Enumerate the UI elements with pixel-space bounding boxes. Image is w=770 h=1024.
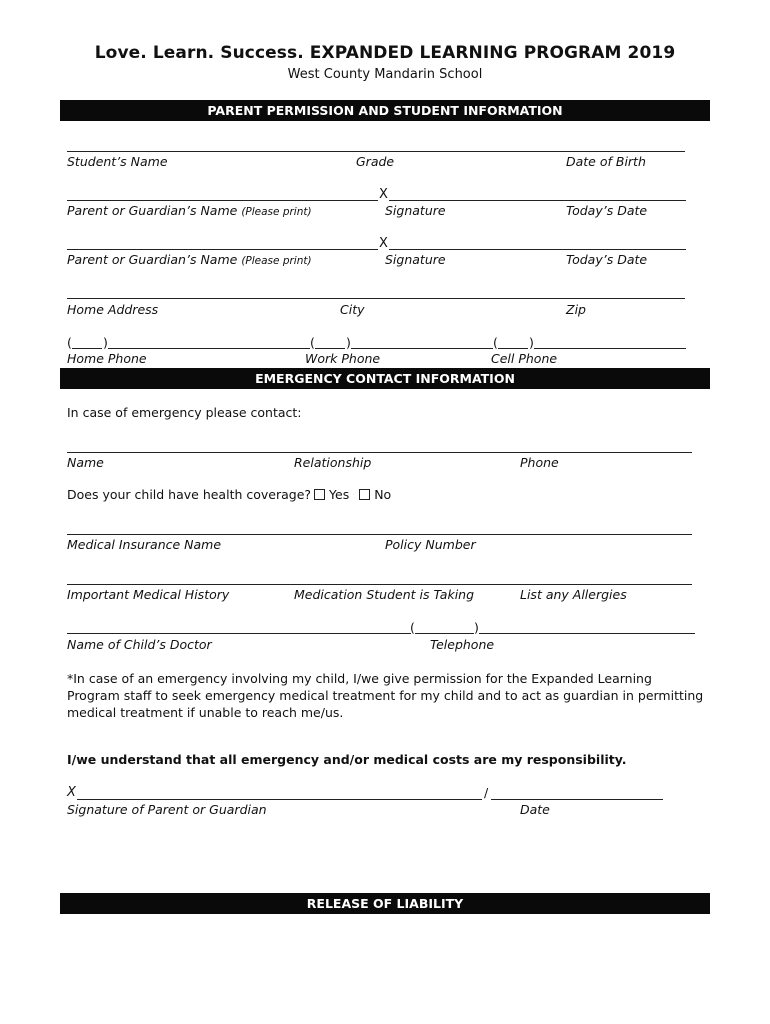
emergency-intro: In case of emergency please contact: [67, 405, 302, 420]
doctor-area-code-line[interactable] [415, 633, 474, 634]
section-release-of-liability: RELEASE OF LIABILITY [60, 893, 710, 914]
doctor-phone-open-paren: ( [410, 620, 415, 635]
relationship-label: Relationship [294, 455, 372, 470]
medical-history-line[interactable] [67, 584, 692, 585]
address-line[interactable] [67, 298, 685, 299]
no-checkbox[interactable] [359, 489, 370, 500]
work-phone-label: Work Phone [305, 351, 381, 366]
guardian-signature-line-2[interactable] [389, 249, 686, 250]
home-phone-line[interactable] [108, 348, 310, 349]
signature-slash: / [484, 785, 489, 800]
cell-phone-open-paren: ( [493, 335, 498, 350]
medical-insurance-label: Medical Insurance Name [67, 537, 222, 552]
guardian-signature-line-1[interactable] [389, 200, 686, 201]
guardian-name-label-2: Parent or Guardian’s Name (Please print) [67, 252, 312, 267]
medical-history-label: Important Medical History [67, 587, 230, 602]
signature-date-label: Date [520, 802, 550, 817]
no-label: No [374, 487, 392, 502]
work-area-code-line[interactable] [315, 348, 345, 349]
doctor-phone-close-paren: ) [474, 620, 479, 635]
home-area-code-line[interactable] [72, 348, 102, 349]
doctor-label: Name of Child’s Doctor [67, 637, 212, 652]
cell-phone-label: Cell Phone [491, 351, 558, 366]
parent-signature-label: Signature of Parent or Guardian [67, 802, 267, 817]
date-of-birth-label: Date of Birth [566, 154, 646, 169]
home-address-label: Home Address [67, 302, 159, 317]
students-name-label: Student’s Name [67, 154, 168, 169]
work-phone-open-paren: ( [310, 335, 315, 350]
home-phone-label: Home Phone [67, 351, 147, 366]
todays-date-label-1: Today’s Date [566, 203, 648, 218]
student-info-line[interactable] [67, 151, 685, 152]
policy-number-label: Policy Number [385, 537, 476, 552]
zip-label: Zip [566, 302, 586, 317]
cell-phone-close-paren: ) [529, 335, 534, 350]
final-signature-x-mark: X [67, 785, 76, 800]
signature-date-line[interactable] [491, 799, 663, 800]
doctor-phone-line[interactable] [479, 633, 695, 634]
responsibility-statement: I/we understand that all emergency and/or medical costs are my responsibility. [67, 752, 627, 767]
page-title: Love. Learn. Success. EXPANDED LEARNING PROGRAM 2019 [94, 43, 676, 63]
signature-label-1: Signature [385, 203, 446, 218]
yes-checkbox[interactable] [314, 489, 325, 500]
insurance-line[interactable] [67, 534, 692, 535]
signature-x-mark-1: X [379, 187, 388, 202]
permission-paragraph: *In case of an emergency involving my child, I/we give permission for the Expanded Learning Program staff to seek emergency medical treatment for my child and to act as guardian in permitting medical treatment if unable to reach me/us. [67, 671, 704, 720]
signature-label-2: Signature [385, 252, 446, 267]
signature-x-mark-2: X [379, 236, 388, 251]
work-phone-line[interactable] [351, 348, 493, 349]
emergency-name-label: Name [67, 455, 104, 470]
home-phone-close-paren: ) [103, 335, 108, 350]
guardian-name-line-2[interactable] [67, 249, 378, 250]
school-name: West County Mandarin School [287, 67, 483, 82]
doctor-name-line[interactable] [67, 633, 411, 634]
telephone-label: Telephone [430, 637, 495, 652]
grade-label: Grade [356, 154, 395, 169]
section-emergency-contact: EMERGENCY CONTACT INFORMATION [60, 368, 710, 389]
cell-phone-line[interactable] [534, 348, 686, 349]
cell-area-code-line[interactable] [498, 348, 528, 349]
home-phone-open-paren: ( [67, 335, 72, 350]
allergies-label: List any Allergies [520, 587, 627, 602]
guardian-name-label-1: Parent or Guardian’s Name (Please print) [67, 203, 312, 218]
guardian-name-line-1[interactable] [67, 200, 378, 201]
health-coverage-question: Does your child have health coverage? Yes No [67, 487, 392, 502]
work-phone-close-paren: ) [346, 335, 351, 350]
emergency-phone-label: Phone [520, 455, 559, 470]
medication-label: Medication Student is Taking [294, 587, 475, 602]
todays-date-label-2: Today’s Date [566, 252, 648, 267]
parent-signature-line[interactable] [77, 799, 482, 800]
yes-label: Yes [329, 487, 350, 502]
emergency-contact-line[interactable] [67, 452, 692, 453]
section-parent-permission: PARENT PERMISSION AND STUDENT INFORMATION [60, 100, 710, 121]
city-label: City [340, 302, 365, 317]
